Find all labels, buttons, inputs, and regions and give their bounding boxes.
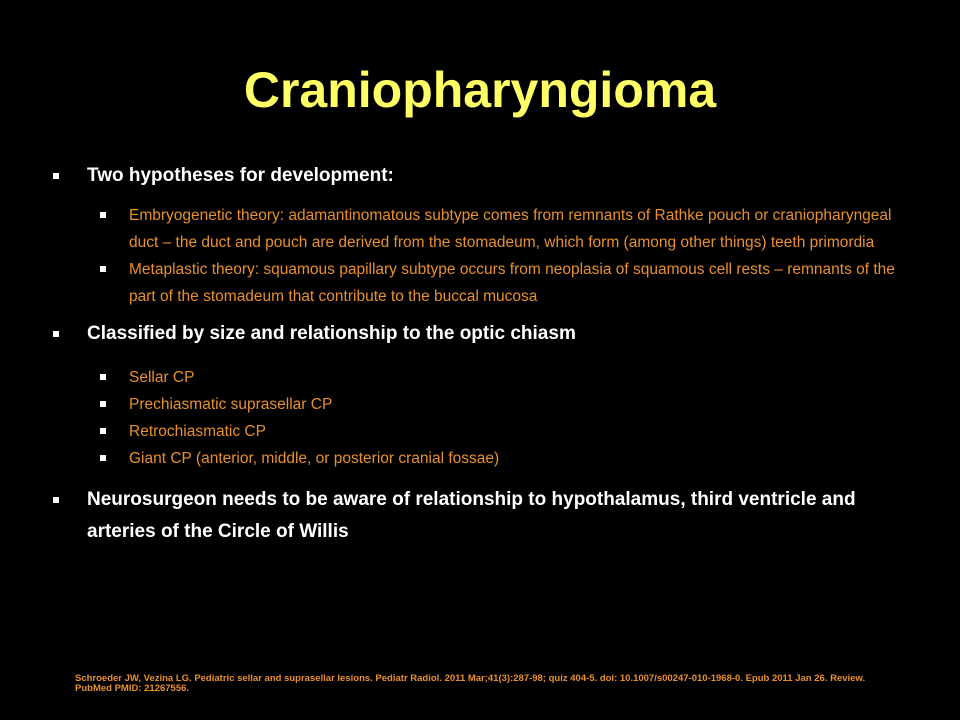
slide-content <box>50 160 910 548</box>
bullet-text: Neurosurgeon needs to be aware of relationship to hypothalamus, third ventricle and arteries of the Circle of Willis <box>87 489 856 542</box>
sub-bullet-metaplastic <box>129 256 910 310</box>
bullet-square-icon <box>100 266 106 272</box>
sub-bullet-retrochiasmatic <box>129 418 910 445</box>
bullet-square-icon <box>53 331 59 337</box>
sub-bullet-text: Retrochiasmatic CP <box>129 423 266 440</box>
sub-bullet-text: Prechiasmatic suprasellar CP <box>129 396 333 413</box>
sub-bullet-text: Sellar CP <box>129 369 195 386</box>
bullet-square-icon <box>53 173 59 179</box>
sub-bullet-list <box>129 364 910 472</box>
slide-title: Craniopharyngioma <box>243 62 717 118</box>
bullet-square-icon <box>100 374 106 380</box>
sub-bullet-text: Giant CP (anterior, middle, or posterior cranial fossae) <box>129 450 500 467</box>
bullet-square-icon <box>100 401 106 407</box>
bullet-text: Classified by size and relationship to the optic chiasm <box>87 323 576 344</box>
sub-bullet-embryogenetic <box>129 202 910 256</box>
sub-bullet-sellar <box>129 364 910 391</box>
sub-bullet-giant <box>129 445 910 472</box>
sub-bullet-text: Metaplastic theory: squamous papillary subtype occurs from neoplasia of squamous cell rests – remnants of the part of the stomadeum that contribute to the buccal mucosa <box>129 261 895 305</box>
bullet-hypotheses <box>50 160 910 192</box>
bullet-square-icon <box>100 428 106 434</box>
sub-bullet-text: Embryogenetic theory: adamantinomatous subtype comes from remnants of Rathke pouch or craniopharyngeal duct – the duct and pouch are derived from the stomadeum, which form (among other things) teeth primordia <box>129 207 892 251</box>
bullet-square-icon <box>53 497 59 503</box>
sub-bullet-list <box>129 202 910 310</box>
bullet-square-icon <box>100 212 106 218</box>
bullet-neurosurgeon <box>50 484 910 548</box>
bullet-square-icon <box>100 455 106 461</box>
citation-reference: Schroeder JW, Vezina LG. Pediatric sellar and suprasellar lesions. Pediatr Radiol. 2011 Mar;41(3):287-98; quiz 404-5. doi: 10.1007/s00247-010-1968-0. Epub 2011 Jan 26. Review. PubMed PMID: 21267556. <box>75 673 866 694</box>
bullet-text: Two hypotheses for development: <box>87 165 394 186</box>
bullet-classified <box>50 318 910 350</box>
sub-bullet-prechiasmatic <box>129 391 910 418</box>
